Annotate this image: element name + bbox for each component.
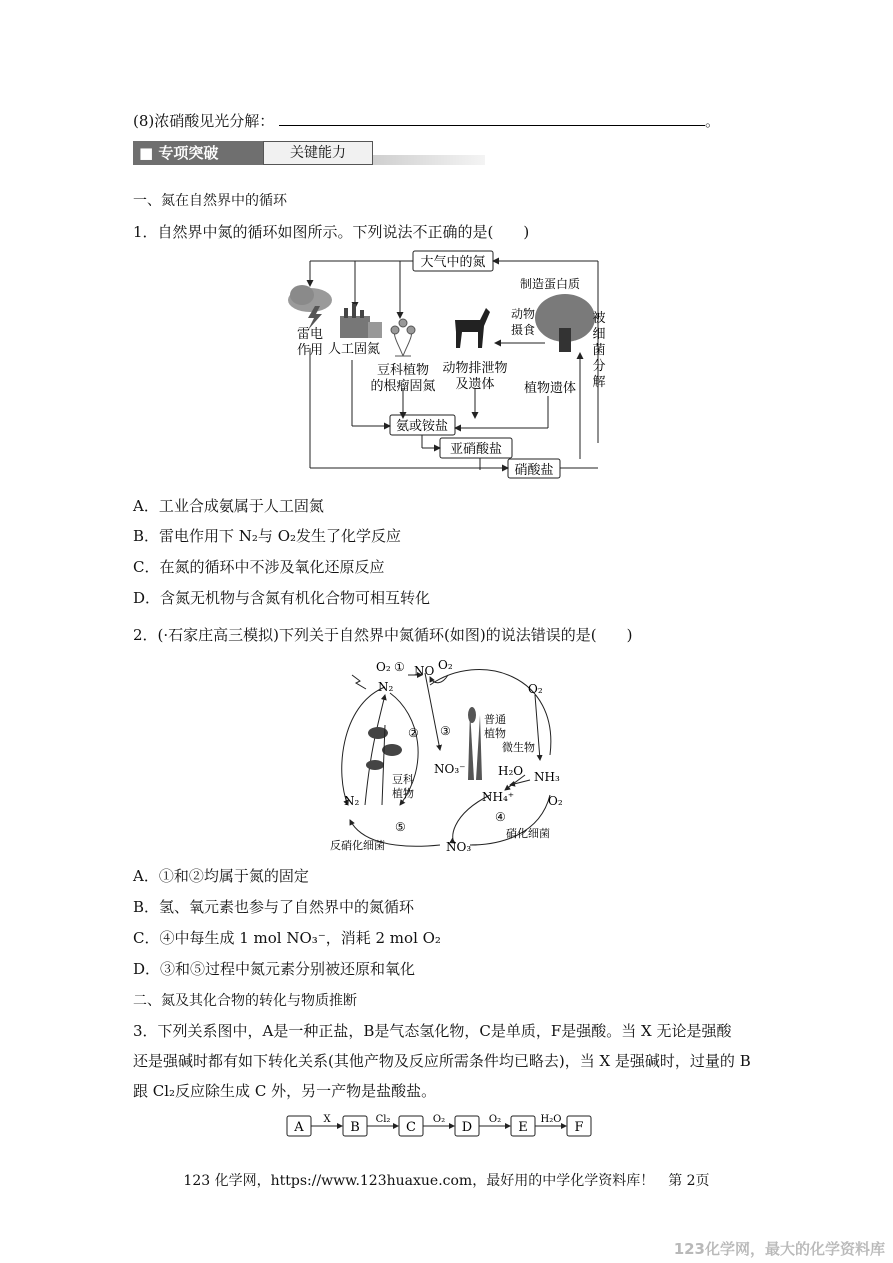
- q2-no3-bottom: NO₃⁻: [446, 840, 478, 854]
- q1-stem: 1．自然界中氮的循环如图所示。下列说法不正确的是( ): [133, 223, 530, 241]
- chain-node-E: E: [518, 1120, 528, 1135]
- q2-step1: ①: [394, 660, 405, 674]
- q2-microbe: 微生物: [502, 741, 535, 754]
- q3-line-2: 还是强碱时都有如下转化关系(其他产物及反应所需条件均已略去)，当 X 是强碱时，过量的 B: [133, 1052, 751, 1070]
- header-subtitle: 关键能力: [263, 141, 373, 165]
- chain-node-A: A: [294, 1120, 304, 1135]
- lightning-cloud-icon: [288, 285, 332, 330]
- watermark: 123化学网，最大的化学资料库: [673, 1240, 885, 1258]
- q2-n2-top: N₂: [378, 680, 394, 694]
- bacteria-char-5: 解: [592, 375, 606, 390]
- reaction-chain: [285, 1108, 615, 1142]
- q3-line-1: 3．下列关系图中，A是一种正盐，B是气态氢化物，C是单质，F是强酸。当 X 无论是强酸: [133, 1022, 732, 1040]
- q1-option-a: A．工业合成氨属于人工固氮: [133, 497, 324, 515]
- q1-option-c: C．在氮的循环中不涉及氧化还原反应: [133, 558, 385, 576]
- animal-eat-label-1: 动物: [510, 307, 536, 321]
- q2-denitrifying: 反硝化细菌: [330, 839, 385, 852]
- q2-nitrifying: 硝化细菌: [506, 827, 550, 840]
- nitrite-label: 亚硝酸盐: [449, 442, 503, 457]
- chain-reagent-4: O₂: [488, 1114, 502, 1125]
- chain-node-C: C: [406, 1120, 416, 1135]
- q2-no: NO: [414, 664, 435, 678]
- q2-nh3: NH₃: [534, 770, 560, 784]
- bacteria-char-2: 细: [592, 327, 606, 342]
- q2-plant-1: 普通: [484, 713, 506, 726]
- chain-reagent-2: Cl₂: [375, 1114, 391, 1125]
- protein-label: 制造蛋白质: [519, 277, 581, 291]
- q2-n2-left: N₂: [344, 794, 360, 808]
- chain-reagent-3: O₂: [432, 1114, 446, 1125]
- q2-option-c: C．④中每生成 1 mol NO₃⁻，消耗 2 mol O₂: [133, 929, 441, 947]
- plant-remains-label: 植物遗体: [523, 381, 577, 396]
- q2-nh4: NH₄⁺: [482, 790, 515, 804]
- q2-step4: ④: [495, 810, 506, 824]
- section-header-bar: [133, 141, 485, 169]
- header-title: ■ 专项突破: [133, 141, 263, 165]
- q1-option-b: B．雷电作用下 N₂与 O₂发生了化学反应: [133, 527, 402, 545]
- nitrate-label: 硝酸盐: [514, 463, 554, 478]
- header-fade: [373, 155, 485, 165]
- bacteria-char-1: 被: [592, 311, 606, 326]
- q8-line: [133, 110, 720, 131]
- chain-node-B: B: [350, 1120, 360, 1135]
- q2-o2-low: O₂: [548, 794, 563, 808]
- chain-node-F: F: [574, 1120, 584, 1135]
- q2-plant-2: 植物: [484, 727, 506, 740]
- legume-label-1: 豆科植物: [376, 363, 430, 378]
- q8-end: 。: [705, 112, 721, 130]
- q8-label: (8)浓硝酸见光分解：: [133, 112, 275, 130]
- page-footer: 123 化学网，https://www.123huaxue.com，最好用的中学化学资料库！ 第 2页: [183, 1173, 710, 1189]
- bacteria-char-3: 菌: [592, 343, 606, 358]
- chain-reagent-1: X: [323, 1114, 331, 1125]
- q2-legume-1: 豆科: [392, 773, 414, 786]
- chain-node-D: D: [461, 1120, 473, 1135]
- atmosphere-label: 大气中的氮: [420, 255, 486, 270]
- q2-o2-top: O₂: [376, 660, 391, 674]
- q2-o2-right: O₂: [528, 682, 543, 696]
- lightning-label-2: 作用: [296, 343, 324, 358]
- q2-option-a: A．①和②均属于氮的固定: [133, 867, 309, 885]
- q2-no3-mid: NO₃⁻: [434, 762, 466, 776]
- q1-option-d: D．含氮无机物与含氮有机化合物可相互转化: [133, 589, 431, 607]
- ammonia-label: 氨或铵盐: [395, 419, 449, 434]
- q2-h2o: H₂O: [498, 764, 524, 778]
- nitrogen-cycle-diagram-2: [330, 655, 580, 855]
- chain-reagent-5: H₂O: [540, 1114, 562, 1125]
- common-plant-icon: [468, 707, 482, 780]
- animal-eat-label-2: 摄食: [510, 323, 536, 337]
- lightning-label-1: 雷电: [296, 327, 324, 342]
- animal-waste-label-2: 及遗体: [455, 377, 495, 392]
- q2-legume-2: 植物: [392, 787, 414, 800]
- q8-answer-blank: [279, 111, 705, 126]
- q2-step3: ③: [440, 724, 451, 738]
- section1-title: 一、氮在自然界中的循环: [133, 193, 287, 209]
- legume-plant-icon: [391, 319, 415, 356]
- legume-label-2: 的根瘤固氮: [370, 379, 436, 394]
- q2-o2-no: O₂: [438, 658, 453, 672]
- factory-icon: [340, 304, 382, 338]
- q3-line-3: 跟 Cl₂反应除生成 C 外，另一产物是盐酸盐。: [133, 1082, 437, 1100]
- q2-option-b: B．氢、氧元素也参与了自然界中的氮循环: [133, 898, 415, 916]
- nitrogen-cycle-diagram: [280, 248, 610, 480]
- bacteria-char-4: 分: [592, 359, 606, 374]
- horse-icon: [455, 308, 490, 348]
- q2-option-d: D．③和⑤过程中氮元素分别被还原和氧化: [133, 960, 416, 978]
- q2-step5: ⑤: [395, 820, 406, 834]
- section2-title: 二、氮及其化合物的转化与物质推断: [133, 993, 357, 1009]
- q2-stem: 2．(·石家庄高三模拟)下列关于自然界中氮循环(如图)的说法错误的是( ): [133, 626, 633, 644]
- q2-step2: ②: [408, 726, 419, 740]
- animal-waste-label-1: 动物排泄物: [442, 361, 508, 376]
- artificial-label: 人工固氮: [327, 342, 381, 357]
